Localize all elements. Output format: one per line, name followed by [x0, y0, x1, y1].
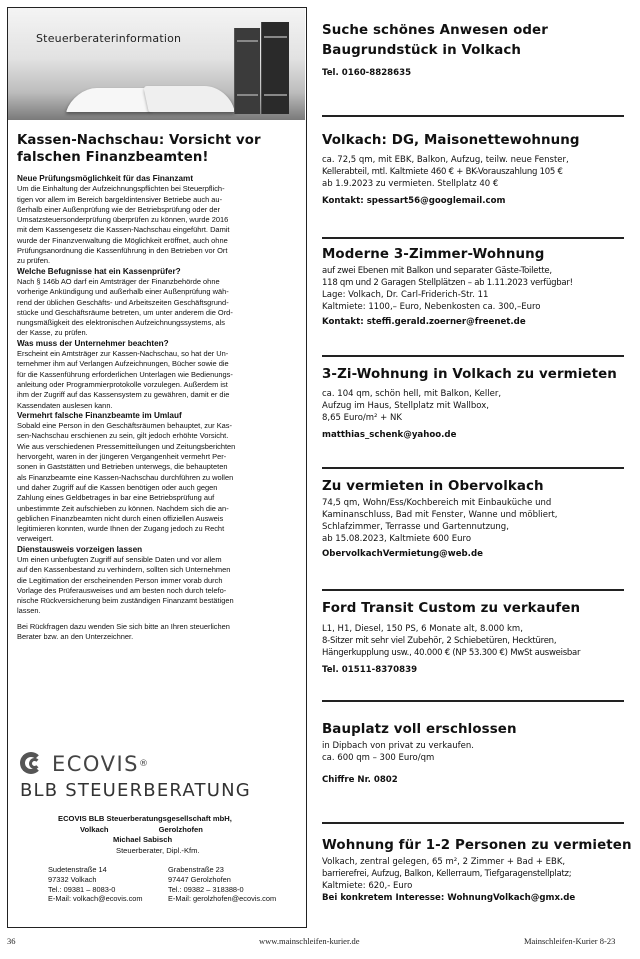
section-line: Erscheint ein Amtsträger zur Kassen-Nachschau, so hat der Un- [17, 349, 229, 359]
ad-line: ab 15.08.2023, Kaltmiete 600 Euro [322, 534, 472, 544]
section-line: die Legitimation der erscheinenden Person immer vorab durch [17, 575, 223, 585]
ad-title: 3-Zi-Wohnung in Volkach zu vermieten [322, 367, 617, 382]
ad-ford-transit [322, 589, 624, 676]
ad-line: Lage: Volkach, Dr. Carl-Friderich-Str. 11 [322, 290, 489, 300]
section-line: Umsatzsteuersonderprüfung überprüfen zu können, wurde 2016 [17, 215, 229, 225]
section-line: vorherige Ankündigung und außerhalb einer Außenprüfung wäh- [17, 287, 229, 297]
ad-line: ca. 104 qm, schön hell, mit Balkon, Keller, [322, 389, 502, 399]
section-heading: Neue Prüfungsmöglichkeit für das Finanzamt [17, 174, 194, 183]
address-gerolzhofen [168, 865, 276, 904]
section-line: der Kasse, zu prüfen. [17, 328, 88, 338]
ad-3-zi-volkach [322, 355, 624, 441]
section-line: unbestimmte Zeit aufschieben zu können. Nachdem sich die an- [17, 503, 229, 513]
firm-city-volkach: Volkach [80, 824, 109, 834]
ad-line: Aufzug im Haus, Stellplatz mit Wallbox, [322, 401, 489, 411]
footer-url[interactable]: www.mainschleifen-kurier.de [259, 936, 360, 946]
ad-contact[interactable]: Chiffre Nr. 0802 [322, 775, 398, 785]
section-line: stücke und Geschäftsräume betreten, um unter anderem die Ord- [17, 307, 233, 317]
ad-contact[interactable]: Bei konkretem Interesse: WohnungVolkach@gmx.de [322, 893, 576, 903]
section-line: tigen vor allem im Bereich bargeldintensiver Betriebe auch au- [17, 194, 223, 204]
address-line: Sudetenstraße 14 [48, 865, 107, 874]
address-line: 97447 Gerolzhofen [168, 874, 231, 884]
section-line: lassen. [17, 606, 41, 616]
section-line: mit dem Kassengesetz die Kassen-Nachschau eingeführt. Damit [17, 225, 230, 235]
ad-title: Wohnung für 1-2 Personen zu vermieten [322, 838, 632, 853]
section-line: Nach § 146b AO darf ein Amtsträger der Finanzbehörde ohne [17, 276, 220, 286]
ad-line: Kaltmiete: 620,- Euro [322, 881, 413, 891]
ad-line: Volkach, zentral gelegen, 65 m², 2 Zimmer + Bad + EBK, [322, 857, 566, 867]
ad-contact[interactable]: ObervolkachVermietung@web.de [322, 549, 483, 559]
registered-mark: ® [138, 759, 148, 769]
section-line: ßerhalb einer Außenprüfung wie der Betriebsprüfung oder der [17, 204, 221, 214]
ad-line: 8-Sitzer mit sehr viel Zubehör, 2 Schiebetüren, Hecktüren, [322, 636, 557, 646]
section-line: legitimieren konnten, wurde Ihnen der Zugang jedoch zu Recht [17, 524, 225, 534]
section-heading: Welche Befugnisse hat ein Kassenprüfer? [17, 266, 181, 276]
section-heading: Dienstausweis vorzeigen lassen [17, 544, 143, 554]
section-line: nische Rückversicherung beim zuständigen Finanzamt bestätigen [17, 596, 234, 606]
section-line: als Finanzbeamte eine Kassen-Nachschau durchführen zu wollen [17, 472, 234, 482]
section-line: Sobald eine Person in den Geschäftsräumen behauptet, zur Kas- [17, 421, 232, 431]
firm-role: Steuerberater, Dipl.-Kfm. [116, 845, 200, 855]
banner-title: Steuerberaterinformation [36, 32, 182, 45]
firm-city-gerolzhofen: Gerolzhofen [158, 824, 203, 834]
section-line: nungsmäßigkeit des elektronischen Aufzeichnungssystems, als [17, 318, 225, 328]
ad-title: Baugrundstück in Volkach [322, 43, 522, 58]
page-number: 36 [7, 936, 16, 946]
ad-title: Bauplatz voll erschlossen [322, 722, 517, 737]
tax-advisor-box [7, 7, 307, 928]
address-line: Grabenstraße 23 [168, 865, 224, 874]
book-spine [261, 22, 289, 114]
ad-line: 74,5 qm, Wohn/Ess/Kochbereich mit Einbauküche und [322, 498, 552, 508]
ad-contact[interactable]: Kontakt: steffi.gerald.zoerner@freenet.de [322, 317, 526, 327]
closing-line: Berater bzw. an den Unterzeichner. [17, 632, 134, 642]
address-email[interactable]: E-Mail: gerolzhofen@ecovis.com [168, 894, 277, 904]
section-line: Prüfungsanordnung die Kassenführung in den Betrieben vor Ort [17, 246, 228, 256]
section-line: verweigert. [17, 534, 54, 544]
firm-person: Michael Sabisch [113, 835, 173, 844]
ecovis-logo [20, 750, 300, 801]
ad-line: Hängerkupplung usw., 40.000 € (NP 53.300 €) MwSt ausweisbar [322, 648, 581, 658]
ad-line: ca. 72,5 qm, mit EBK, Balkon, Aufzug, teilw. neue Fenster, [322, 155, 569, 165]
article [17, 132, 298, 642]
ad-line: 118 qm und 2 Garagen Stellplätzen – ab 1.11.2023 verfügbar! [322, 278, 573, 288]
ad-maisonette [322, 115, 624, 207]
ad-line: 8,65 Euro/m² + NK [322, 413, 402, 423]
ad-bauplatz [322, 700, 624, 786]
section-line: rend der üblichen Geschäfts- und Arbeitszeiten Geschäftsgrund- [17, 297, 229, 307]
ad-line: Kaminanschluss, Bad mit Fenster, Wanne und möbliert, [322, 510, 558, 520]
section-line: Kassendaten auslesen kann. [17, 400, 113, 410]
section-line: wurde der Finanzverwaltung die Möglichkeit eröffnet, auch ohne [17, 235, 228, 245]
ad-anwesen [322, 7, 624, 79]
address-line: Tel.: 09381 – 8083-0 [48, 884, 116, 894]
ad-line: in Dipbach von privat zu verkaufen. [322, 741, 474, 751]
section-line: sen-Nachschau erschienen zu sein, gilt jedoch erhöhte Vorsicht. [17, 431, 229, 441]
ad-3-zimmer [322, 237, 624, 328]
address-email[interactable]: E-Mail: volkach@ecovis.com [48, 894, 143, 904]
footer-issue: Mainschleifen-Kurier 8-23 [524, 936, 616, 946]
section-line: ternehmer ihm auf Verlangen Aufzeichnungen, Bücher sowie die [17, 359, 229, 369]
address-line: Tel.: 09382 – 318388-0 [168, 884, 244, 894]
firm-name: ECOVIS BLB Steuerberatungsgesellschaft mbH, [58, 814, 232, 823]
section-line: ihm der Zugriff auf das Kassensystem zu gewähren, damit er die [17, 390, 230, 400]
section-line: Wie aus verschiedenen Pressemitteilungen und Zeitungsberichten [17, 441, 236, 451]
ad-line: ca. 600 qm – 300 Euro/qm [322, 753, 435, 763]
ad-title: Suche schönes Anwesen oder [322, 23, 548, 38]
closing-line: Bei Rückfragen dazu wenden Sie sich bitte an Ihren steuerlichen [17, 621, 230, 631]
section-line: auf den Kassenbestand zu verhindern, sollten sich Unternehmen [17, 565, 231, 575]
ad-line: barrierefrei, Aufzug, Balkon, Kellerraum, Tiefgaragenstellplatz; [322, 869, 572, 879]
address-line: 97332 Volkach [48, 874, 97, 884]
section-line: hervorgeht, waren in der jüngeren Vergangenheit vermehrt Per- [17, 452, 227, 462]
firm-info [16, 814, 301, 856]
logo-subtitle: BLB STEUERBERATUNG [20, 780, 251, 801]
ad-obervolkach [322, 467, 624, 560]
ad-title: Volkach: DG, Maisonettewohnung [322, 133, 580, 148]
ad-contact[interactable]: Tel. 0160-8828635 [322, 68, 412, 78]
section-line: und daher Zugriff auf die Kassen benötigen oder auch gegen [17, 482, 218, 492]
ecovis-mark-icon [20, 750, 48, 778]
section-line: sonen in Gaststätten und Betrieben unterwegs, die behaupteten [17, 462, 228, 472]
section-line: Zahlung eines Geldbetrages in bar eine Betriebsprüfung auf [17, 493, 215, 503]
section-line: Um die Einhaltung der Aufzeichnungspflichten bei Steuerpflich- [17, 184, 225, 194]
section-line: Vorlage des Prüferausweises und am besten noch durch telefo- [17, 585, 227, 595]
ad-title: Ford Transit Custom zu verkaufen [322, 601, 581, 616]
section-heading: Was muss der Unternehmer beachten? [17, 338, 169, 348]
book-spine [234, 28, 260, 114]
ad-contact[interactable]: Kontakt: spessart56@googlemail.com [322, 196, 506, 206]
ad-wohnung-1-2 [322, 822, 632, 904]
ad-contact[interactable]: Tel. 01511-8370839 [322, 665, 418, 675]
section-heading: Vermehrt falsche Finanzbeamte im Umlauf [17, 410, 182, 420]
logo-name: ECOVIS [52, 752, 139, 776]
ad-contact[interactable]: matthias_schenk@yahoo.de [322, 430, 457, 440]
section-line: Um einen unbefugten Zugriff auf sensible Daten und vor allem [17, 554, 222, 564]
section-line: zu prüfen. [17, 256, 51, 266]
section-line: geblichen Finanzbeamten nicht durch einen offiziellen Ausweis [17, 513, 224, 523]
firm-cities [16, 825, 301, 836]
address-volkach [48, 865, 143, 904]
ad-line: Kaltmiete: 1100,– Euro, Nebenkosten ca. 300,–Euro [322, 302, 541, 312]
article-title: Kassen-Nachschau: Vorsicht vor falschen Finanzbeamten! [17, 133, 261, 165]
section-line: anleitung oder Programmierprotokolle vorzulegen. Außerdem ist [17, 379, 228, 389]
open-book-image-right [143, 86, 235, 112]
ad-title: Moderne 3-Zimmer-Wohnung [322, 247, 545, 262]
ad-line: Schlafzimmer, Terrasse und Gartennutzung, [322, 522, 509, 532]
ad-line: L1, H1, Diesel, 150 PS, 6 Monate alt, 8.000 km, [322, 624, 523, 634]
ad-title: Zu vermieten in Obervolkach [322, 479, 544, 494]
ad-line: ab 1.9.2023 zu vermieten. Stellplatz 40 € [322, 179, 499, 189]
ad-line: auf zwei Ebenen mit Balkon und separater Gäste-Toilette, [322, 266, 552, 276]
section-line: für die Kassenführung erforderlichen Unterlagen wie Bedienungs- [17, 369, 233, 379]
ad-line: Kellerabteil, mtl. Kaltmiete 460 € + BK-Vorauszahlung 105 € [322, 167, 563, 177]
banner-image [8, 8, 305, 120]
